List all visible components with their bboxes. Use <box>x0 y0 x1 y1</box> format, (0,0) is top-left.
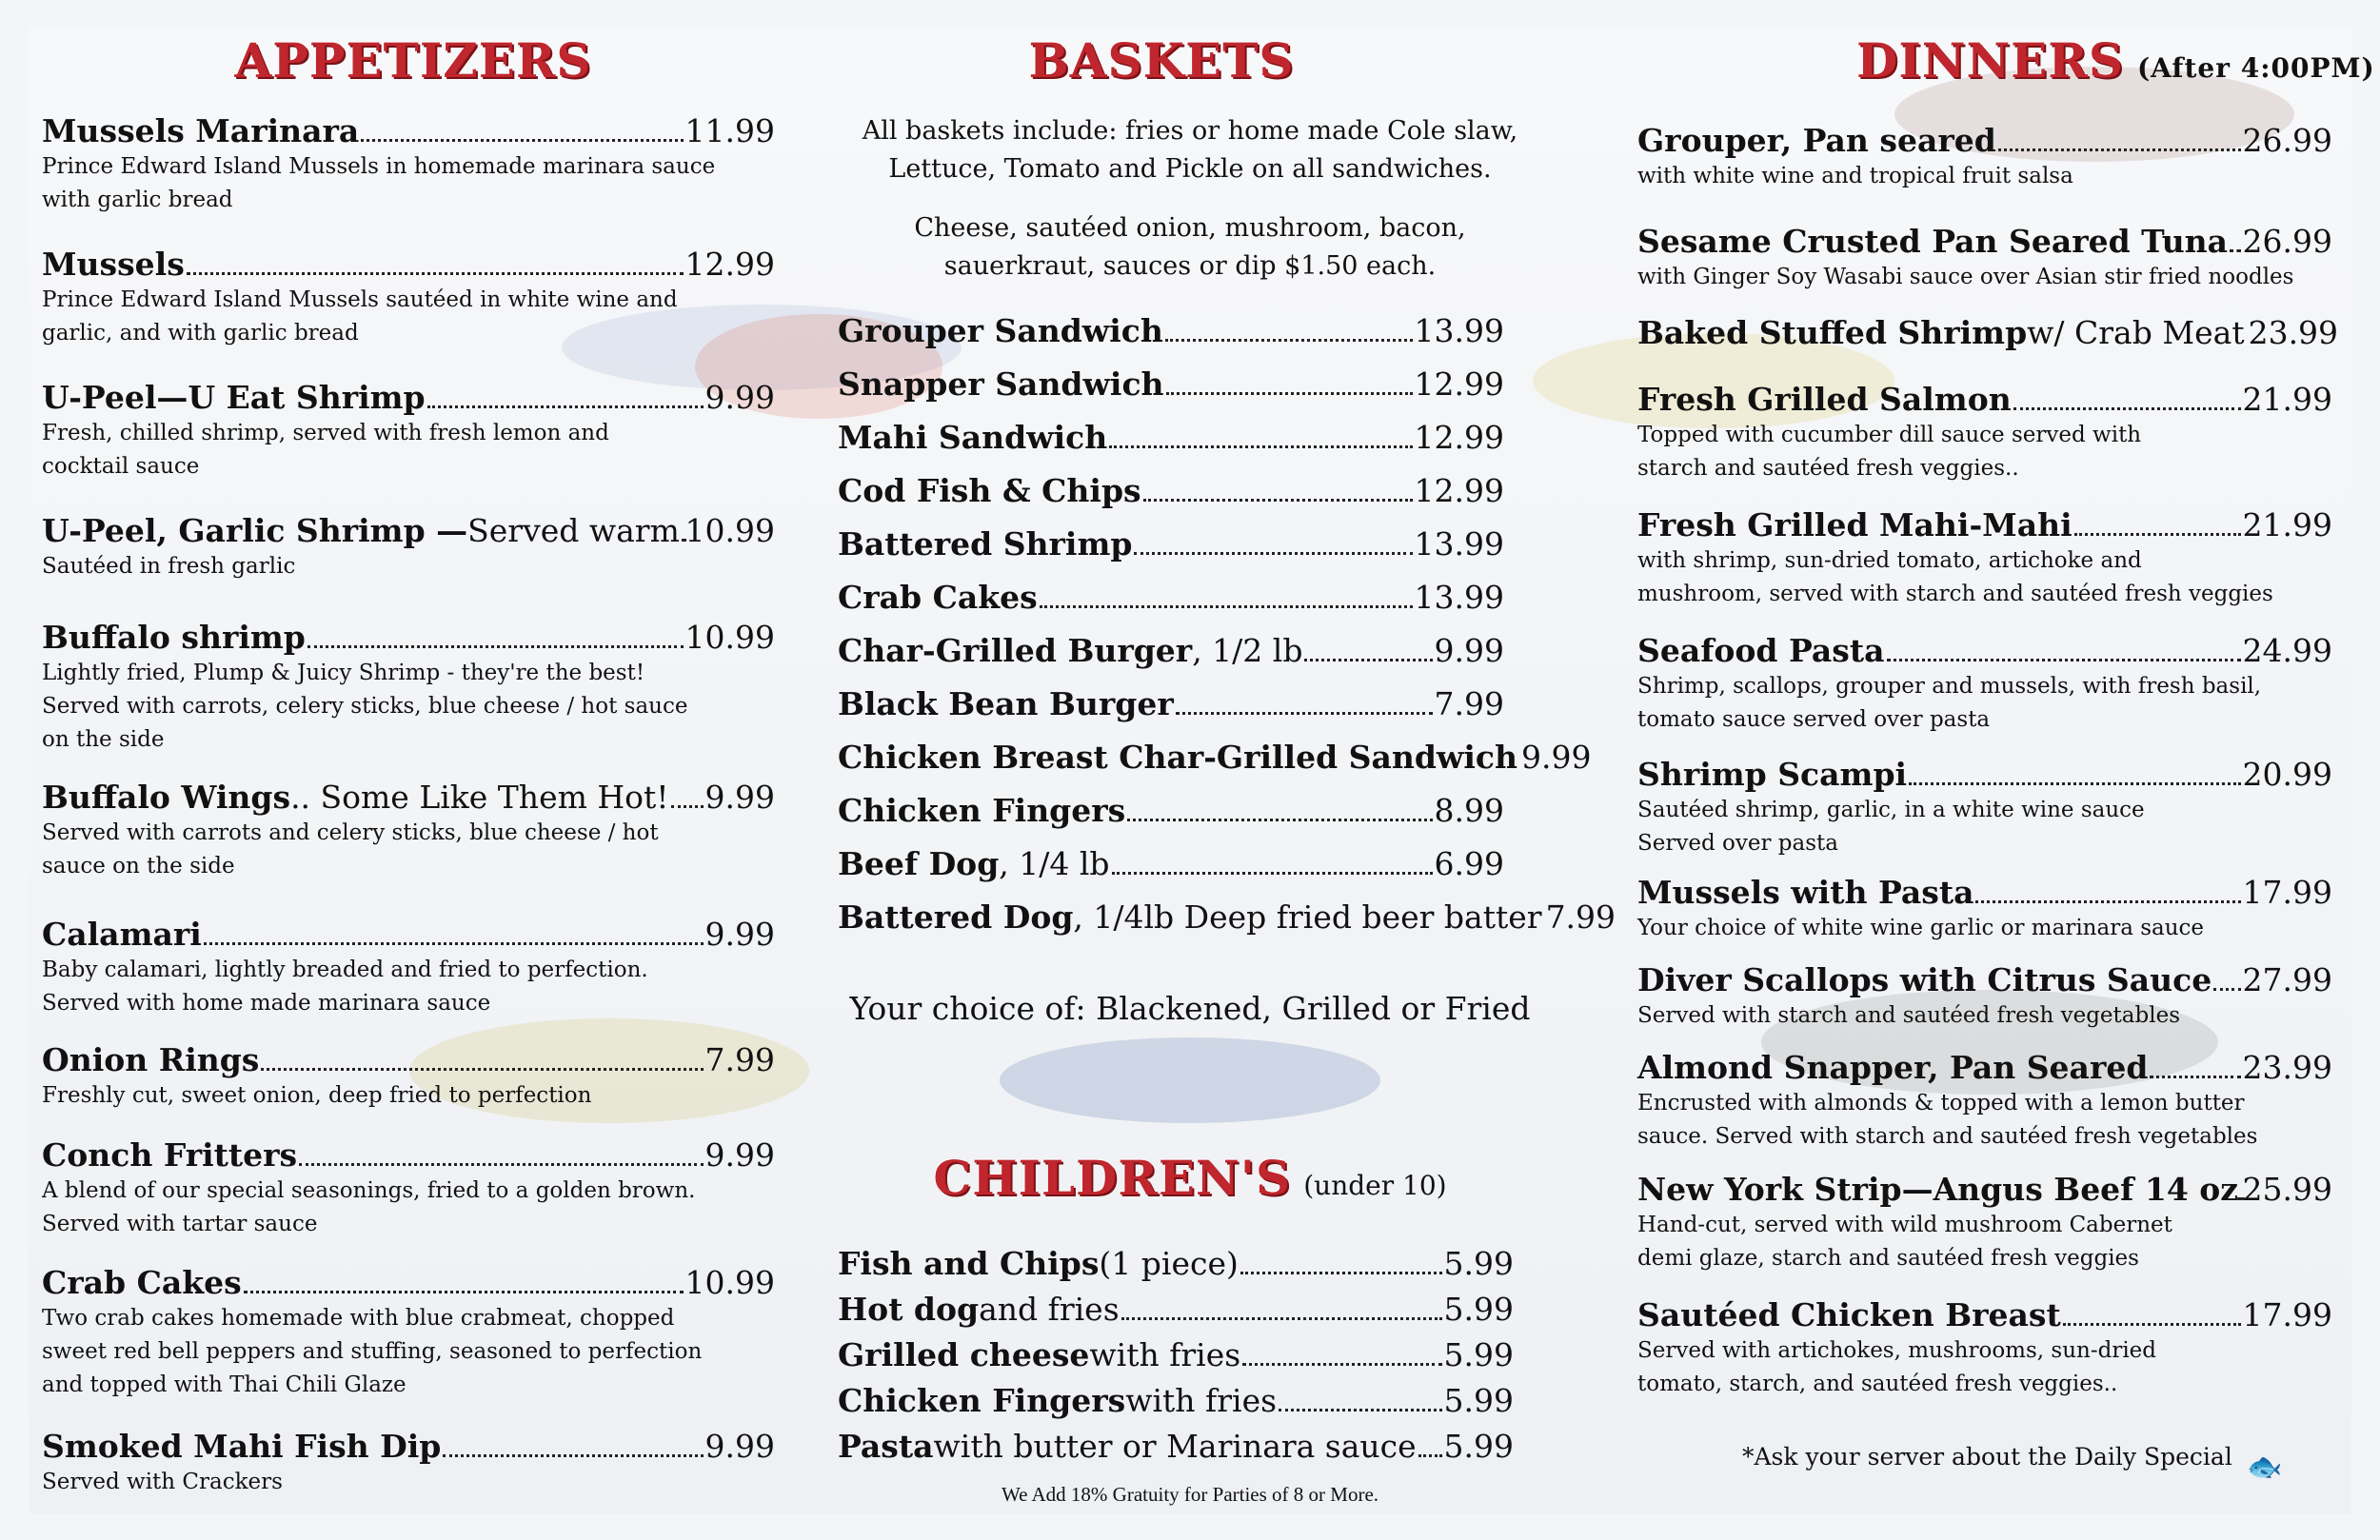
dinner-item-price: 20.99 <box>2242 756 2332 793</box>
dot-leader <box>1279 1409 1441 1412</box>
basket-item-name: Crab Cakes <box>838 579 1038 616</box>
dinner-item-desc: Hand-cut, served with wild mushroom Cabernet demi glaze, starch and sautéed fresh veggies <box>1637 1213 2172 1271</box>
basket-item-line <box>838 579 1504 617</box>
basket-item-name: Mahi Sandwich <box>838 419 1108 456</box>
appetizer-item-extra: Served warm <box>467 512 680 549</box>
dot-leader <box>1109 445 1412 448</box>
children-item <box>838 1245 1514 1283</box>
appetizer-item <box>42 1264 775 1402</box>
dot-leader <box>1166 392 1413 395</box>
dinner-item-line <box>1637 874 2332 912</box>
dinner-item <box>1637 1049 2332 1154</box>
appetizer-item-name: Mussels <box>42 246 185 283</box>
dinner-item-desc: with shrimp, sun-dried tomato, artichoke and mushroom, served with starch and sautéed fresh veggies <box>1637 548 2273 606</box>
appetizer-item-line <box>42 1136 775 1175</box>
children-item-line <box>838 1382 1514 1420</box>
dinner-item-line <box>1637 961 2332 999</box>
dinner-item-name: Sesame Crusted Pan Seared Tuna <box>1637 223 2229 260</box>
appetizers-heading: APPETIZERS <box>234 32 592 89</box>
dot-leader <box>204 942 704 945</box>
children-subheading: (under 10) <box>1303 1170 1447 1201</box>
basket-item <box>838 685 1504 723</box>
basket-item-name: Snapper Sandwich <box>838 365 1164 403</box>
dot-leader <box>307 645 684 648</box>
appetizer-item-line <box>42 512 775 550</box>
appetizer-item-desc: Freshly cut, sweet onion, deep fried to perfection <box>42 1083 592 1108</box>
children-item-name: Fish and Chips <box>838 1245 1100 1282</box>
basket-item <box>838 632 1504 670</box>
dot-leader <box>2150 1076 2240 1078</box>
children-item-price: 5.99 <box>1443 1382 1514 1419</box>
appetizer-item-name: Calamari <box>42 916 202 953</box>
dinner-item <box>1637 506 2332 611</box>
dot-leader <box>1418 1454 1442 1457</box>
dinner-item-price: 23.99 <box>2242 1049 2332 1086</box>
basket-item-name: Chicken Fingers <box>838 792 1126 829</box>
dot-leader <box>1176 712 1433 715</box>
dot-leader <box>682 539 684 542</box>
dinner-item <box>1637 961 2332 1033</box>
children-item-extra: and fries <box>979 1291 1120 1328</box>
dot-leader <box>1240 1272 1442 1274</box>
appetizer-item-price: 9.99 <box>704 1428 775 1465</box>
dinner-item-price: 21.99 <box>2242 381 2332 418</box>
basket-item <box>838 739 1592 777</box>
children-item <box>838 1428 1514 1466</box>
dinner-item-line <box>1637 314 2339 352</box>
dinner-item-line <box>1637 756 2332 794</box>
basket-item-price: 13.99 <box>1414 525 1504 563</box>
basket-item-line <box>838 419 1504 457</box>
basket-item-name: Grouper Sandwich <box>838 312 1163 349</box>
dinner-item-extra: w/ Crab Meat <box>2027 314 2245 351</box>
appetizer-item <box>42 619 775 757</box>
dot-leader <box>1242 1363 1441 1366</box>
appetizer-item-line <box>42 619 775 657</box>
children-item <box>838 1291 1514 1329</box>
fish-decoration <box>1000 1037 1380 1123</box>
appetizer-item <box>42 916 775 1020</box>
dot-leader <box>361 139 683 142</box>
appetizer-item-price: 9.99 <box>704 379 775 416</box>
dinner-item-desc: Shrimp, scallops, grouper and mussels, with fresh basil, tomato sauce served over pasta <box>1637 674 2262 732</box>
dot-leader <box>1998 148 2241 151</box>
appetizer-item-desc: Served with carrots and celery sticks, blue cheese / hot sauce on the side <box>42 820 659 879</box>
basket-item-name: Beef Dog <box>838 845 1000 882</box>
basket-item-price: 9.99 <box>1434 632 1504 669</box>
dinner-item-line <box>1637 1171 2332 1209</box>
dinner-item <box>1637 314 2339 352</box>
dinner-item-name: Baked Stuffed Shrimp <box>1637 314 2028 351</box>
dinner-item-name: Seafood Pasta <box>1637 632 1885 669</box>
appetizer-item-line <box>42 379 775 417</box>
dinner-item-desc: with white wine and tropical fruit salsa <box>1637 164 2073 188</box>
basket-item-price: 9.99 <box>1520 739 1592 776</box>
basket-item <box>838 525 1504 563</box>
appetizer-item-line <box>42 779 775 817</box>
dot-leader <box>1975 900 2240 903</box>
dinner-item-price: 17.99 <box>2242 874 2332 911</box>
basket-item-price: 7.99 <box>1434 685 1504 722</box>
appetizer-item <box>42 779 775 883</box>
dinner-item-name: Almond Snapper, Pan Seared <box>1637 1049 2149 1086</box>
appetizer-item-name: U-Peel—U Eat Shrimp <box>42 379 426 416</box>
dinner-item-desc: Served with artichokes, mushrooms, sun-dried tomato, starch, and sautéed fresh veggies.. <box>1637 1338 2157 1396</box>
basket-item <box>838 365 1504 404</box>
appetizer-item <box>42 1136 775 1241</box>
menu-page <box>29 29 2375 1513</box>
basket-item-name: Cod Fish & Chips <box>838 472 1141 509</box>
dot-leader <box>671 805 704 808</box>
appetizer-item-price: 10.99 <box>684 512 775 549</box>
appetizer-item <box>42 246 775 350</box>
dinner-item-name: Shrimp Scampi <box>1637 756 1908 793</box>
dinner-item-line <box>1637 632 2332 670</box>
appetizer-item-name: Conch Fritters <box>42 1136 298 1174</box>
basket-item <box>838 898 1616 937</box>
dinner-item <box>1637 1296 2332 1401</box>
dinner-item-name: Mussels with Pasta <box>1637 874 1974 911</box>
dot-leader <box>2230 249 2240 252</box>
children-item-line <box>838 1291 1514 1329</box>
basket-item-name: Battered Dog <box>838 898 1074 936</box>
basket-item-price: 12.99 <box>1414 419 1504 456</box>
children-item-price: 5.99 <box>1443 1428 1514 1465</box>
dot-leader <box>261 1068 703 1071</box>
appetizer-item-name: Buffalo shrimp <box>42 619 306 656</box>
dinner-item-desc: Topped with cucumber dill sauce served with starch and sautéed fresh veggies.. <box>1637 423 2142 481</box>
dot-leader <box>2063 1323 2241 1326</box>
basket-item-extra: , 1/4lb Deep fried beer batter <box>1073 898 1542 936</box>
basket-item-line <box>838 845 1504 883</box>
dinner-item <box>1637 1171 2332 1275</box>
dinner-item-name: Fresh Grilled Salmon <box>1637 381 2012 418</box>
basket-item-price: 8.99 <box>1434 792 1504 829</box>
baskets-heading: BASKETS <box>1028 32 1295 89</box>
dot-leader <box>1121 1317 1442 1320</box>
basket-item-name: Chicken Breast Char-Grilled Sandwich <box>838 739 1517 776</box>
dot-leader <box>443 1454 703 1457</box>
dinner-item-desc: Encrusted with almonds & topped with a lemon butter sauce. Served with starch and sautéed fresh vegetables <box>1637 1091 2258 1149</box>
dinner-item-line <box>1637 1296 2332 1334</box>
dinner-item-line <box>1637 1049 2332 1087</box>
basket-item <box>838 312 1504 350</box>
dot-leader <box>1127 819 1432 821</box>
appetizer-item-price: 9.99 <box>704 1136 775 1174</box>
children-item-name: Chicken Fingers <box>838 1382 1126 1419</box>
appetizer-item-name: Crab Cakes <box>42 1264 242 1301</box>
appetizer-item-desc: Fresh, chilled shrimp, served with fresh lemon and cocktail sauce <box>42 421 609 479</box>
dinner-item-desc: Served with starch and sautéed fresh vegetables <box>1637 1003 2180 1028</box>
dinner-item-line <box>1637 381 2332 419</box>
appetizer-item-extra: .. Some Like Them Hot! <box>290 779 669 816</box>
dot-leader <box>1887 659 2241 661</box>
appetizer-item <box>42 512 775 583</box>
daily-special-note: *Ask your server about the Daily Special <box>1742 1443 2232 1471</box>
appetizer-item-desc: Prince Edward Island Mussels sautéed in white wine and garlic, and with garlic bread <box>42 287 678 346</box>
basket-item-price: 13.99 <box>1414 579 1504 616</box>
appetizer-item-desc: Baby calamari, lightly breaded and fried to perfection. Served with home made marinara sauce <box>42 958 648 1016</box>
children-item-name: Pasta <box>838 1428 934 1465</box>
dot-leader <box>427 405 704 408</box>
dinner-item-desc: Your choice of white wine garlic or marinara sauce <box>1637 916 2205 940</box>
appetizer-item-line <box>42 246 775 284</box>
dinner-item-price: 25.99 <box>2242 1171 2332 1208</box>
dinner-item-line <box>1637 223 2332 261</box>
dinner-item-price: 21.99 <box>2242 506 2332 543</box>
dinner-item-price: 24.99 <box>2242 632 2332 669</box>
basket-item-name: Char-Grilled Burger <box>838 632 1193 669</box>
appetizer-item-name: U-Peel, Garlic Shrimp — <box>42 512 468 549</box>
dinner-item <box>1637 874 2332 945</box>
basket-item-line <box>838 312 1504 350</box>
dinner-item-name: Fresh Grilled Mahi-Mahi <box>1637 506 2073 543</box>
appetizer-item-name: Smoked Mahi Fish Dip <box>42 1428 442 1465</box>
appetizer-item-desc: Lightly fried, Plump & Juicy Shrimp - they're the best! Served with carrots, celery sticks, blue cheese / hot sauce on the side <box>42 661 688 752</box>
children-item-price: 5.99 <box>1443 1291 1514 1328</box>
dinner-item-price: 26.99 <box>2242 122 2332 159</box>
appetizer-item-desc: Prince Edward Island Mussels in homemade marinara sauce with garlic bread <box>42 154 716 212</box>
dot-leader <box>1165 339 1413 342</box>
dinner-item <box>1637 122 2332 193</box>
children-item-line <box>838 1336 1514 1374</box>
children-item <box>838 1336 1514 1374</box>
basket-item-line <box>838 472 1504 510</box>
appetizer-item-price: 10.99 <box>684 1264 775 1301</box>
basket-item-price: 12.99 <box>1414 472 1504 509</box>
dot-leader <box>299 1163 703 1166</box>
appetizer-item-price: 11.99 <box>684 112 775 149</box>
children-item-name: Grilled cheese <box>838 1336 1090 1373</box>
appetizer-item-price: 7.99 <box>704 1041 775 1078</box>
dinner-item-name: Grouper, Pan seared <box>1637 122 1996 159</box>
dot-leader <box>2074 533 2241 536</box>
children-item-extra: with fries <box>1125 1382 1278 1419</box>
basket-item-line <box>838 365 1504 404</box>
basket-item-name: Battered Shrimp <box>838 525 1133 563</box>
baskets-choice: Your choice of: Blackened, Grilled or Fried <box>849 990 1531 1027</box>
appetizer-item <box>42 112 775 217</box>
basket-item-line <box>838 898 1616 937</box>
appetizer-item <box>42 1428 775 1499</box>
dot-leader <box>1304 659 1432 661</box>
basket-item-extra: , 1/2 lb <box>1192 632 1303 669</box>
appetizer-item-line <box>42 1264 775 1302</box>
basket-item-line <box>838 685 1504 723</box>
children-item-price: 5.99 <box>1443 1245 1514 1282</box>
gratuity-note: We Add 18% Gratuity for Parties of 8 or More. <box>1001 1483 1379 1506</box>
basket-item <box>838 792 1504 830</box>
basket-item-price: 12.99 <box>1414 365 1504 403</box>
basket-item-line <box>838 632 1504 670</box>
dot-leader <box>1134 552 1412 555</box>
appetizer-item <box>42 1041 775 1113</box>
basket-item-price: 6.99 <box>1434 845 1504 882</box>
appetizer-item-price: 9.99 <box>704 916 775 953</box>
dinners-heading-row <box>1856 32 2375 89</box>
appetizer-item-price: 10.99 <box>684 619 775 656</box>
dinner-item-desc: Sautéed shrimp, garlic, in a white wine sauce Served over pasta <box>1637 798 2145 856</box>
appetizer-item-line <box>42 1428 775 1466</box>
appetizer-item-price: 12.99 <box>684 246 775 283</box>
children-item <box>838 1382 1514 1420</box>
dot-leader <box>2013 407 2241 410</box>
dot-leader <box>1143 499 1413 502</box>
dinner-item-line <box>1637 122 2332 160</box>
basket-item-line <box>838 525 1504 563</box>
dinner-item <box>1637 381 2332 485</box>
appetizer-item-line <box>42 916 775 954</box>
basket-item-line <box>838 792 1504 830</box>
children-item-price: 5.99 <box>1443 1336 1514 1373</box>
appetizer-item-price: 9.99 <box>704 779 775 816</box>
children-heading-row <box>838 1150 1542 1206</box>
dinners-subheading: (After 4:00PM) <box>2136 52 2375 84</box>
basket-item-price: 13.99 <box>1414 312 1504 349</box>
children-item-extra: with butter or Marinara sauce <box>933 1428 1417 1465</box>
appetizer-item-line <box>42 112 775 150</box>
appetizer-item-desc: Served with Crackers <box>42 1470 283 1494</box>
dot-leader <box>1909 782 2240 785</box>
basket-item-line <box>838 739 1592 777</box>
dot-leader <box>244 1291 684 1293</box>
dinner-item-price: 17.99 <box>2242 1296 2332 1333</box>
dinner-item-desc: with Ginger Soy Wasabi sauce over Asian stir fried noodles <box>1637 265 2294 289</box>
basket-item <box>838 472 1504 510</box>
dinner-item-name: New York Strip—Angus Beef 14 oz <box>1637 1171 2239 1208</box>
basket-item <box>838 419 1504 457</box>
dinner-item-price: 26.99 <box>2242 223 2332 260</box>
dinner-item-name: Diver Scallops with Citrus Sauce <box>1637 961 2212 998</box>
basket-item <box>838 845 1504 883</box>
children-item-extra: with fries <box>1089 1336 1241 1373</box>
children-item-line <box>838 1428 1514 1466</box>
appetizer-item-desc: Two crab cakes homemade with blue crabmeat, chopped sweet red bell peppers and stuffing, seasoned to perfection and topped with Thai Chili Glaze <box>42 1306 703 1397</box>
baskets-intro: All baskets include: fries or home made Cole slaw, Lettuce, Tomato and Pickle on all sandwiches. <box>862 116 1518 184</box>
dinners-heading: DINNERS <box>1856 32 2124 89</box>
dinner-item-price: 23.99 <box>2248 314 2339 351</box>
appetizer-item-desc: A blend of our special seasonings, fried to a golden brown. Served with tartar sauce <box>42 1178 696 1236</box>
children-heading: CHILDREN'S <box>933 1150 1292 1206</box>
appetizer-item-name: Mussels Marinara <box>42 112 360 149</box>
baskets-addons: Cheese, sautéed onion, mushroom, bacon, sauerkraut, sauces or dip $1.50 each. <box>914 213 1466 281</box>
dinner-item <box>1637 632 2332 737</box>
dot-leader <box>1112 872 1433 875</box>
dinner-item <box>1637 223 2332 294</box>
dinner-item-name: Sautéed Chicken Breast <box>1637 1296 2061 1333</box>
children-item-name: Hot dog <box>838 1291 980 1328</box>
dinner-item <box>1637 756 2332 860</box>
basket-item-price: 7.99 <box>1545 898 1616 936</box>
dot-leader <box>187 272 684 275</box>
children-item-line <box>838 1245 1514 1283</box>
basket-item <box>838 579 1504 617</box>
basket-item-name: Black Bean Burger <box>838 685 1174 722</box>
children-item-extra: (1 piece) <box>1099 1245 1239 1282</box>
dinner-item-line <box>1637 506 2332 544</box>
dot-leader <box>1040 605 1413 608</box>
dot-leader <box>2213 988 2240 991</box>
basket-item-extra: , 1/4 lb <box>999 845 1110 882</box>
dinner-item-price: 27.99 <box>2242 961 2332 998</box>
fish-icon: 🐟 <box>2247 1451 2283 1484</box>
appetizer-item-line <box>42 1041 775 1079</box>
appetizer-item-name: Onion Rings <box>42 1041 260 1078</box>
appetizer-item-desc: Sautéed in fresh garlic <box>42 554 296 579</box>
appetizer-item-name: Buffalo Wings <box>42 779 291 816</box>
appetizer-item <box>42 379 775 484</box>
